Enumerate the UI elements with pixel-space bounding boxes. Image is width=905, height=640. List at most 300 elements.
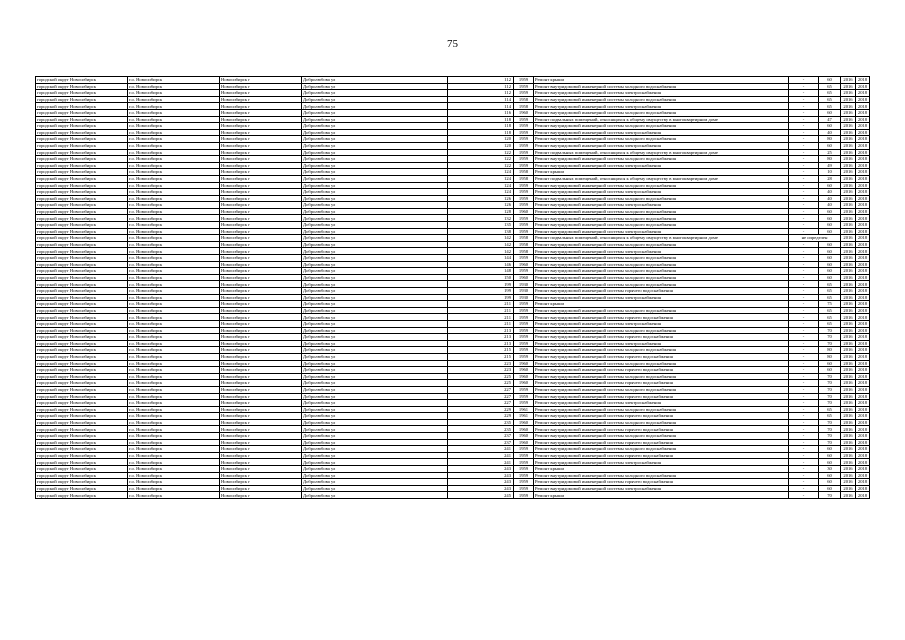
build-year-cell: 1958	[514, 169, 534, 176]
settlement-cell: г.о. Новосибирск	[128, 274, 220, 281]
extra-cell: -	[789, 96, 819, 103]
settlement-cell: г.о. Новосибирск	[128, 479, 220, 486]
settlement-cell: г.о. Новосибирск	[128, 288, 220, 295]
city-cell: Новосибирск г	[220, 156, 302, 163]
street-cell: Добролюбова ул	[302, 485, 448, 492]
end-year-cell: 2018	[856, 248, 870, 255]
end-year-cell: 2018	[856, 479, 870, 486]
work-type-cell: Ремонт внутридомовой инженерной системы холодного водоснабжения	[534, 215, 789, 222]
city-cell: Новосибирск г	[220, 195, 302, 202]
settlement-cell: г.о. Новосибирск	[128, 222, 220, 229]
wear-percent-cell: 65	[819, 103, 841, 110]
street-cell: Добролюбова ул	[302, 386, 448, 393]
end-year-cell: 2018	[856, 281, 870, 288]
wear-percent-cell: 60	[819, 268, 841, 275]
wear-percent-cell: 60	[819, 248, 841, 255]
street-cell: Добролюбова ул	[302, 413, 448, 420]
settlement-cell: г.о. Новосибирск	[128, 360, 220, 367]
end-year-cell: 2018	[856, 129, 870, 136]
end-year-cell: 2018	[856, 314, 870, 321]
city-cell: Новосибирск г	[220, 413, 302, 420]
city-cell: Новосибирск г	[220, 123, 302, 130]
city-cell: Новосибирск г	[220, 360, 302, 367]
settlement-cell: г.о. Новосибирск	[128, 189, 220, 196]
build-year-cell: 1930	[514, 288, 534, 295]
street-cell: Добролюбова ул	[302, 446, 448, 453]
municipality-cell: городской округ Новосибирск	[36, 373, 128, 380]
street-cell: Добролюбова ул	[302, 307, 448, 314]
start-year-cell: 2016	[841, 142, 856, 149]
wear-percent-cell: 10	[819, 169, 841, 176]
city-cell: Новосибирск г	[220, 288, 302, 295]
start-year-cell: 2016	[841, 400, 856, 407]
start-year-cell: 2016	[841, 459, 856, 466]
work-type-cell: Ремонт внутридомовой инженерной системы горячего водоснабжения	[534, 314, 789, 321]
city-cell: Новосибирск г	[220, 241, 302, 248]
settlement-cell: г.о. Новосибирск	[128, 466, 220, 473]
settlement-cell: г.о. Новосибирск	[128, 129, 220, 136]
house-number-cell: 241	[448, 459, 514, 466]
start-year-cell: 2016	[841, 386, 856, 393]
end-year-cell: 2018	[856, 307, 870, 314]
city-cell: Новосибирск г	[220, 433, 302, 440]
start-year-cell: 2016	[841, 261, 856, 268]
extra-cell: -	[789, 419, 819, 426]
extra-cell: -	[789, 413, 819, 420]
city-cell: Новосибирск г	[220, 320, 302, 327]
table-row	[36, 222, 870, 229]
end-year-cell: 2018	[856, 413, 870, 420]
city-cell: Новосибирск г	[220, 215, 302, 222]
settlement-cell: г.о. Новосибирск	[128, 400, 220, 407]
settlement-cell: г.о. Новосибирск	[128, 439, 220, 446]
house-number-cell: 199	[448, 288, 514, 295]
extra-cell: -	[789, 261, 819, 268]
start-year-cell: 2016	[841, 373, 856, 380]
street-cell: Добролюбова ул	[302, 222, 448, 229]
table-row	[36, 353, 870, 360]
city-cell: Новосибирск г	[220, 347, 302, 354]
settlement-cell: г.о. Новосибирск	[128, 281, 220, 288]
street-cell: Добролюбова ул	[302, 215, 448, 222]
wear-percent-cell: 40	[819, 129, 841, 136]
table-row	[36, 129, 870, 136]
city-cell: Новосибирск г	[220, 340, 302, 347]
street-cell: Добролюбова ул	[302, 301, 448, 308]
wear-percent-cell: 60	[819, 77, 841, 84]
house-number-cell: 144	[448, 255, 514, 262]
municipality-cell: городской округ Новосибирск	[36, 406, 128, 413]
street-cell: Добролюбова ул	[302, 327, 448, 334]
work-type-cell: Ремонт внутридомовой инженерной системы горячего водоснабжения	[534, 452, 789, 459]
street-cell: Добролюбова ул	[302, 479, 448, 486]
street-cell: Добролюбова ул	[302, 320, 448, 327]
build-year-cell: 1958	[514, 248, 534, 255]
work-type-cell: Ремонт внутридомовой инженерной системы холодного водоснабжения	[534, 208, 789, 215]
start-year-cell: 2016	[841, 149, 856, 156]
build-year-cell: 1959	[514, 485, 534, 492]
municipality-cell: городской округ Новосибирск	[36, 208, 128, 215]
end-year-cell: 2018	[856, 136, 870, 143]
municipality-cell: городской округ Новосибирск	[36, 96, 128, 103]
end-year-cell: 2018	[856, 156, 870, 163]
municipality-cell: городской округ Новосибирск	[36, 189, 128, 196]
capital-repair-register-table	[35, 76, 870, 499]
start-year-cell: 2016	[841, 136, 856, 143]
street-cell: Добролюбова ул	[302, 142, 448, 149]
street-cell: Добролюбова ул	[302, 169, 448, 176]
extra-cell: -	[789, 307, 819, 314]
street-cell: Добролюбова ул	[302, 90, 448, 97]
street-cell: Добролюбова ул	[302, 367, 448, 374]
wear-percent-cell: 49	[819, 162, 841, 169]
build-year-cell: 1959	[514, 452, 534, 459]
start-year-cell: 2016	[841, 479, 856, 486]
municipality-cell: городской округ Новосибирск	[36, 360, 128, 367]
table-row	[36, 156, 870, 163]
start-year-cell: 2016	[841, 472, 856, 479]
house-number-cell: 132	[448, 215, 514, 222]
build-year-cell: 1959	[514, 222, 534, 229]
build-year-cell: 1959	[514, 142, 534, 149]
extra-cell: -	[789, 109, 819, 116]
work-type-cell: Ремонт крыши	[534, 301, 789, 308]
municipality-cell: городской округ Новосибирск	[36, 255, 128, 262]
build-year-cell: 1959	[514, 446, 534, 453]
work-type-cell: Ремонт внутридомовой инженерной системы электроснабжения	[534, 228, 789, 235]
work-type-cell: Ремонт внутридомовой инженерной системы электроснабжения	[534, 248, 789, 255]
build-year-cell: 1961	[514, 406, 534, 413]
end-year-cell: 2018	[856, 446, 870, 453]
wear-percent-cell: 70	[819, 393, 841, 400]
extra-cell: -	[789, 334, 819, 341]
work-type-cell: Ремонт внутридомовой инженерной системы холодного водоснабжения	[534, 195, 789, 202]
wear-percent-cell: 60	[819, 142, 841, 149]
end-year-cell: 2018	[856, 241, 870, 248]
settlement-cell: г.о. Новосибирск	[128, 433, 220, 440]
settlement-cell: г.о. Новосибирск	[128, 248, 220, 255]
table-row	[36, 452, 870, 459]
house-number-cell: 120	[448, 136, 514, 143]
extra-cell: -	[789, 268, 819, 275]
end-year-cell: 2018	[856, 142, 870, 149]
settlement-cell: г.о. Новосибирск	[128, 195, 220, 202]
start-year-cell: 2016	[841, 406, 856, 413]
end-year-cell: 2018	[856, 103, 870, 110]
municipality-cell: городской округ Новосибирск	[36, 307, 128, 314]
build-year-cell: 1958	[514, 241, 534, 248]
work-type-cell: Ремонт внутридомовой инженерной системы горячего водоснабжения	[534, 479, 789, 486]
settlement-cell: г.о. Новосибирск	[128, 426, 220, 433]
wear-percent-cell: 70	[819, 419, 841, 426]
house-number-cell: 122	[448, 156, 514, 163]
end-year-cell: 2018	[856, 228, 870, 235]
city-cell: Новосибирск г	[220, 268, 302, 275]
street-cell: Добролюбова ул	[302, 274, 448, 281]
house-number-cell: 213	[448, 327, 514, 334]
street-cell: Добролюбова ул	[302, 334, 448, 341]
city-cell: Новосибирск г	[220, 182, 302, 189]
extra-cell: -	[789, 446, 819, 453]
extra-cell: -	[789, 320, 819, 327]
house-number-cell: 229	[448, 413, 514, 420]
wear-percent-cell: 80	[819, 156, 841, 163]
wear-percent-cell: 65	[819, 96, 841, 103]
extra-cell: -	[789, 466, 819, 473]
settlement-cell: г.о. Новосибирск	[128, 373, 220, 380]
house-number-cell: 126	[448, 195, 514, 202]
work-type-cell: Ремонт внутридомовой инженерной системы электроснабжения	[534, 202, 789, 209]
end-year-cell: 2018	[856, 327, 870, 334]
build-year-cell: 1959	[514, 215, 534, 222]
street-cell: Добролюбова ул	[302, 208, 448, 215]
table-row	[36, 103, 870, 110]
wear-percent-cell: 30	[819, 466, 841, 473]
build-year-cell: 1961	[514, 413, 534, 420]
end-year-cell: 2018	[856, 123, 870, 130]
wear-percent-cell: 70	[819, 380, 841, 387]
build-year-cell: 1959	[514, 162, 534, 169]
start-year-cell: 2016	[841, 103, 856, 110]
extra-cell: -	[789, 492, 819, 499]
wear-percent-cell: 65	[819, 413, 841, 420]
end-year-cell: 2018	[856, 215, 870, 222]
work-type-cell: Ремонт внутридомовой инженерной системы холодного водоснабжения	[534, 274, 789, 281]
city-cell: Новосибирск г	[220, 162, 302, 169]
extra-cell: -	[789, 90, 819, 97]
table-row	[36, 169, 870, 176]
municipality-cell: городской округ Новосибирск	[36, 301, 128, 308]
wear-percent-cell: 65	[819, 307, 841, 314]
city-cell: Новосибирск г	[220, 327, 302, 334]
street-cell: Добролюбова ул	[302, 373, 448, 380]
house-number-cell: 213	[448, 334, 514, 341]
table-row	[36, 202, 870, 209]
build-year-cell: 1958	[514, 175, 534, 182]
city-cell: Новосибирск г	[220, 83, 302, 90]
municipality-cell: городской округ Новосибирск	[36, 248, 128, 255]
house-number-cell: 215	[448, 353, 514, 360]
street-cell: Добролюбова ул	[302, 103, 448, 110]
table-row	[36, 162, 870, 169]
end-year-cell: 2018	[856, 452, 870, 459]
city-cell: Новосибирск г	[220, 90, 302, 97]
build-year-cell: 1959	[514, 156, 534, 163]
table-row	[36, 492, 870, 499]
municipality-cell: городской округ Новосибирск	[36, 109, 128, 116]
city-cell: Новосибирск г	[220, 386, 302, 393]
city-cell: Новосибирск г	[220, 189, 302, 196]
build-year-cell: 1959	[514, 386, 534, 393]
wear-percent-cell: 70	[819, 373, 841, 380]
extra-cell: -	[789, 373, 819, 380]
work-type-cell: Ремонт подвальных помещений, относящихся к общему имуществу в многоквартирном доме	[534, 235, 789, 242]
house-number-cell: 211	[448, 307, 514, 314]
table-row	[36, 215, 870, 222]
build-year-cell: 1959	[514, 202, 534, 209]
house-number-cell: 124	[448, 169, 514, 176]
table-row	[36, 320, 870, 327]
work-type-cell: Ремонт внутридомовой инженерной системы холодного водоснабжения	[534, 446, 789, 453]
build-year-cell: 1959	[514, 268, 534, 275]
city-cell: Новосибирск г	[220, 294, 302, 301]
municipality-cell: городской округ Новосибирск	[36, 472, 128, 479]
work-type-cell: Ремонт внутридомовой инженерной системы холодного водоснабжения	[534, 222, 789, 229]
wear-percent-cell: 65	[819, 320, 841, 327]
house-number-cell: 124	[448, 175, 514, 182]
wear-percent-cell: 47	[819, 116, 841, 123]
extra-cell: -	[789, 472, 819, 479]
work-type-cell: Ремонт внутридомовой инженерной системы холодного водоснабжения	[534, 360, 789, 367]
municipality-cell: городской округ Новосибирск	[36, 393, 128, 400]
municipality-cell: городской округ Новосибирск	[36, 142, 128, 149]
settlement-cell: г.о. Новосибирск	[128, 419, 220, 426]
table-row	[36, 241, 870, 248]
work-type-cell: Ремонт внутридомовой инженерной системы электроснабжения	[534, 189, 789, 196]
end-year-cell: 2018	[856, 320, 870, 327]
municipality-cell: городской округ Новосибирск	[36, 466, 128, 473]
city-cell: Новосибирск г	[220, 235, 302, 242]
wear-percent-cell: 60	[819, 222, 841, 229]
build-year-cell: 1958	[514, 96, 534, 103]
settlement-cell: г.о. Новосибирск	[128, 472, 220, 479]
build-year-cell: 1960	[514, 439, 534, 446]
build-year-cell: 1959	[514, 123, 534, 130]
start-year-cell: 2016	[841, 380, 856, 387]
municipality-cell: городской округ Новосибирск	[36, 492, 128, 499]
city-cell: Новосибирск г	[220, 426, 302, 433]
table-row	[36, 195, 870, 202]
build-year-cell: 1959	[514, 129, 534, 136]
wear-percent-cell: 60	[819, 215, 841, 222]
house-number-cell: 122	[448, 149, 514, 156]
end-year-cell: 2018	[856, 380, 870, 387]
extra-cell: -	[789, 479, 819, 486]
work-type-cell: Ремонт внутридомовой инженерной системы горячего водоснабжения	[534, 413, 789, 420]
start-year-cell: 2016	[841, 360, 856, 367]
house-number-cell: 124	[448, 189, 514, 196]
municipality-cell: городской округ Новосибирск	[36, 281, 128, 288]
municipality-cell: городской округ Новосибирск	[36, 452, 128, 459]
table-row	[36, 83, 870, 90]
house-number-cell: 241	[448, 446, 514, 453]
end-year-cell: 2018	[856, 466, 870, 473]
house-number-cell: 241	[448, 452, 514, 459]
city-cell: Новосибирск г	[220, 208, 302, 215]
end-year-cell: 2018	[856, 406, 870, 413]
extra-cell: -	[789, 433, 819, 440]
start-year-cell: 2016	[841, 307, 856, 314]
end-year-cell: 2018	[856, 301, 870, 308]
street-cell: Добролюбова ул	[302, 77, 448, 84]
wear-percent-cell: 70	[819, 386, 841, 393]
extra-cell: -	[789, 202, 819, 209]
municipality-cell: городской округ Новосибирск	[36, 116, 128, 123]
municipality-cell: городской округ Новосибирск	[36, 485, 128, 492]
street-cell: Добролюбова ул	[302, 83, 448, 90]
municipality-cell: городской округ Новосибирск	[36, 446, 128, 453]
wear-percent-cell: 60	[819, 228, 841, 235]
city-cell: Новосибирск г	[220, 419, 302, 426]
start-year-cell: 2016	[841, 446, 856, 453]
build-year-cell: 1960	[514, 419, 534, 426]
wear-percent-cell: 65	[819, 314, 841, 321]
table-row	[36, 314, 870, 321]
build-year-cell: 1959	[514, 182, 534, 189]
street-cell: Добролюбова ул	[302, 314, 448, 321]
build-year-cell: 1959	[514, 400, 534, 407]
municipality-cell: городской округ Новосибирск	[36, 129, 128, 136]
wear-percent-cell: 80	[819, 136, 841, 143]
city-cell: Новосибирск г	[220, 281, 302, 288]
wear-percent-cell: 70	[819, 400, 841, 407]
start-year-cell: 2016	[841, 268, 856, 275]
extra-cell: -	[789, 386, 819, 393]
city-cell: Новосибирск г	[220, 274, 302, 281]
build-year-cell: 1959	[514, 307, 534, 314]
street-cell: Добролюбова ул	[302, 347, 448, 354]
work-type-cell: Ремонт внутридомовой инженерной системы холодного водоснабжения	[534, 419, 789, 426]
build-year-cell: 1959	[514, 116, 534, 123]
start-year-cell: 2016	[841, 241, 856, 248]
wear-percent-cell: 60	[819, 255, 841, 262]
settlement-cell: г.о. Новосибирск	[128, 367, 220, 374]
wear-percent-cell: 60	[819, 360, 841, 367]
work-type-cell: Ремонт внутридомовой инженерной системы холодного водоснабжения	[534, 136, 789, 143]
end-year-cell: 2018	[856, 485, 870, 492]
build-year-cell: 1960	[514, 367, 534, 374]
build-year-cell: 1959	[514, 77, 534, 84]
house-number-cell: 225	[448, 373, 514, 380]
build-year-cell: 1959	[514, 255, 534, 262]
street-cell: Добролюбова ул	[302, 393, 448, 400]
extra-cell: -	[789, 228, 819, 235]
end-year-cell: 2018	[856, 459, 870, 466]
end-year-cell: 2018	[856, 268, 870, 275]
street-cell: Добролюбова ул	[302, 459, 448, 466]
extra-cell: -	[789, 189, 819, 196]
settlement-cell: г.о. Новосибирск	[128, 77, 220, 84]
extra-cell: -	[789, 340, 819, 347]
settlement-cell: г.о. Новосибирск	[128, 96, 220, 103]
build-year-cell: 1959	[514, 327, 534, 334]
start-year-cell: 2016	[841, 452, 856, 459]
settlement-cell: г.о. Новосибирск	[128, 485, 220, 492]
extra-cell: -	[789, 327, 819, 334]
wear-percent-cell: 60	[819, 208, 841, 215]
house-number-cell: 211	[448, 314, 514, 321]
work-type-cell: Ремонт внутридомовой инженерной системы горячего водоснабжения	[534, 334, 789, 341]
table-row	[36, 386, 870, 393]
city-cell: Новосибирск г	[220, 393, 302, 400]
end-year-cell: 2018	[856, 202, 870, 209]
city-cell: Новосибирск г	[220, 466, 302, 473]
settlement-cell: г.о. Новосибирск	[128, 294, 220, 301]
end-year-cell: 2018	[856, 195, 870, 202]
municipality-cell: городской округ Новосибирск	[36, 103, 128, 110]
municipality-cell: городской округ Новосибирск	[36, 353, 128, 360]
end-year-cell: 2018	[856, 347, 870, 354]
start-year-cell: 2016	[841, 492, 856, 499]
table-row	[36, 149, 870, 156]
start-year-cell: 2016	[841, 433, 856, 440]
settlement-cell: г.о. Новосибирск	[128, 268, 220, 275]
end-year-cell: 2018	[856, 426, 870, 433]
table-row	[36, 281, 870, 288]
end-year-cell: 2018	[856, 433, 870, 440]
house-number-cell: 237	[448, 433, 514, 440]
city-cell: Новосибирск г	[220, 406, 302, 413]
